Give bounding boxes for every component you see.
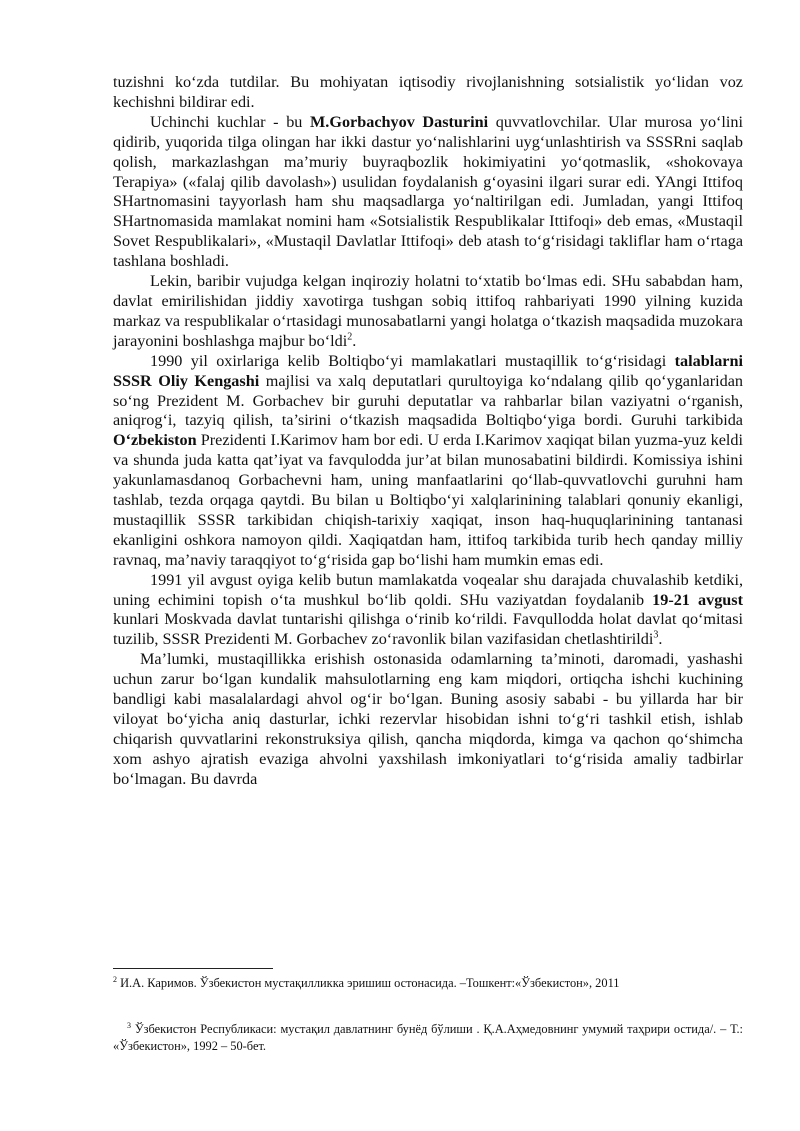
footnote-3-text: Ўзбекистон Республикаси: мустақил давлатнинг бунёд бўлиши . Қ.А.Аҳмедовнинг умумий таҳрири остида/. – Т.: «Ўзбекистон», 1992 – 50-бет. (113, 1022, 743, 1053)
paragraph-2-bold-term: M.Gorbachyov Dasturini (310, 112, 489, 131)
paragraph-4-text-rest: Prezidenti I.Karimov ham bor edi. U erda I.Karimov xaqiqat bilan yuzma-yuz keldi va shunda juda katta qat’iyat va favqulodda jur’at bilan munosabatini bildirdi. Komissiya ishini yakunlamasdanoq Gorbachevni ham, uning manfaatlarini qo‘llab-quvvatlovchi guruhni ham tashlab, tezda orqaga qaytdi. Bu bilan u Boltiqbo‘yi xalqlarinining talablari qonuniy ekanligi, mustaqillik SSSR tarkibidan chiqish-tarixiy xaqiqat, inson haq-huquqlarinining tantanasi ekanligini oshkora namoyon qildi. Xaqiqatdan ham, ittifoq tarkibida turib hech qanday milliy ravnaq, ma’naviy taraqqiyot to‘g‘risida gap bo‘lishi ham mumkin emas edi. (113, 431, 743, 569)
footnote-3 (113, 1021, 743, 1054)
paragraph-4-bold-term: talablarni SSSR Oliy Kengashi (113, 351, 743, 390)
footnote-separator (113, 968, 273, 969)
paragraph-5-end: . (658, 630, 663, 649)
paragraph-4-text-start: 1990 yil oxirlariga kelib Boltiqbo‘yi mamlakatlari mustaqillik to‘g‘risidagi (150, 351, 675, 370)
document-body (113, 73, 743, 790)
paragraph-5 (113, 571, 743, 651)
paragraph-3-end: . (352, 331, 357, 350)
paragraph-1 (113, 73, 743, 113)
paragraph-2-text-rest: quvvatlovchilar. Ular murosa yo‘lini qidirib, yuqorida tilga olingan har ikki dastur yo‘nalishlarini uyg‘unlashtirish va SSSRni saqlab qolish, markazlashgan ma’muriy buyraqbozlik hokimiyatini yo‘qotmaslik, «shokovaya Terapiya» («falaj qilib davolash») usulidan foydalanish g‘oyasini ilgari surar edi. YAngi Ittifoq SHartnomasini tayyorlash ham shu maqsadlarga yo‘naltirilgan edi. Jumladan, yangi Ittifoq SHartnomasida mamlakat nomini ham «Sotsialistik Respublikalar Ittifoqi» deb emas, «Mustaqil Sovet Respublikalari», «Mustaqil Davlatlar Ittifoqi» deb atash to‘g‘risidagi takliflar ham o‘rtaga tashlana boshladi. (113, 112, 744, 271)
paragraph-3-text: Lekin, baribir vujudga kelgan inqiroziy holatni to‘xtatib bo‘lmas edi. SHu sababdan ham, davlat emirilishidan jiddiy xavotirga tushgan sobiq ittifoq rahbariyati 1990 yilning kuzida markaz va respublikalar o‘rtasidagi munosabatlarni yangi holatga o‘tkazish maqsadida muzokara jarayonini boshlashga majbur bo‘ldi (113, 272, 743, 350)
footnote-2 (113, 975, 743, 992)
paragraph-2-text-start: Uchinchi kuchlar - bu (150, 112, 311, 131)
paragraph-4-text-middle: majlisi va xalq deputatlari qurultoyiga ko‘ndalang qilib qo‘yganlaridan so‘ng Prezident M. Gorbachev bir guruhi deputatlar va rahbarlar bilan vaziyatni o‘rganish, aniqrog‘i, tazyiq qilish, ta’sirini o‘tkazish maqsadida Boltiqbo‘yiga bordi. Guruhi tarkibida (113, 371, 743, 430)
paragraph-4 (113, 352, 743, 571)
footnote-3-mark: 3 (127, 1020, 131, 1030)
paragraph-5-text-rest: kunlari Moskvada davlat tuntarishi qilishga o‘rinib ko‘rildi. Favqullodda holat davlat qo‘mitasi tuzilib, SSSR Prezidenti M. Gorbachev zo‘ravonlik bilan vazifasidan chetlashtirildi (113, 610, 743, 649)
footnote-ref-2[interactable]: 2 (347, 331, 353, 343)
paragraph-2 (113, 113, 743, 272)
footnote-2-mark: 2 (113, 974, 117, 984)
paragraph-6-text: Ma’lumki, mustaqillikka erishish ostonasida odamlarning ta’minoti, daromadi, yashashi uchun zarur bo‘lgan kundalik mahsulotlarning eng kam miqdori, ortiqcha ishchi kuchining bandligi kabi masalalardagi ahvol og‘ir bo‘lgan. Buning asosiy sababi - bu yillarda har bir viloyat bo‘yicha aniq dasturlar, ichki rezervlar hisobidan ishni to‘g‘ri tashkil etish, ishlab chiqarish quvvatlarini rekonstruksiya qilish, qancha miqdorda, kimga va qachon qo‘shimcha xom ashyo ajratish evaziga ahvolni yaxshilash imkoniyatlari to‘g‘risida amaliy tadbirlar bo‘lmagan. Bu davrda (113, 650, 743, 788)
paragraph-5-bold-date: 19-21 avgust (652, 590, 743, 609)
paragraph-5-text-start: 1991 yil avgust oyiga kelib butun mamlakatda voqealar shu darajada chuvalashib ketdiki, uning echimini topish o‘ta mushkul bo‘lib qoldi. SHu vaziyatdan foydalanib (113, 570, 743, 609)
paragraph-1-text: tuzishni ko‘zda tutdilar. Bu mohiyatan iqtisodiy rivojlanishning sotsialistik yo‘lidan voz kechishni bildirar edi. (113, 73, 743, 111)
footnote-2-text: И.А. Каримов. Ўзбекистон мустақилликка эришиш остонасида. –Тошкент:«Ўзбекистон», 2011 (117, 976, 620, 990)
paragraph-6 (113, 650, 743, 789)
paragraph-4-bold-country: O‘zbekiston (113, 431, 197, 450)
footnote-ref-3[interactable]: 3 (653, 629, 659, 641)
paragraph-3 (113, 272, 743, 352)
